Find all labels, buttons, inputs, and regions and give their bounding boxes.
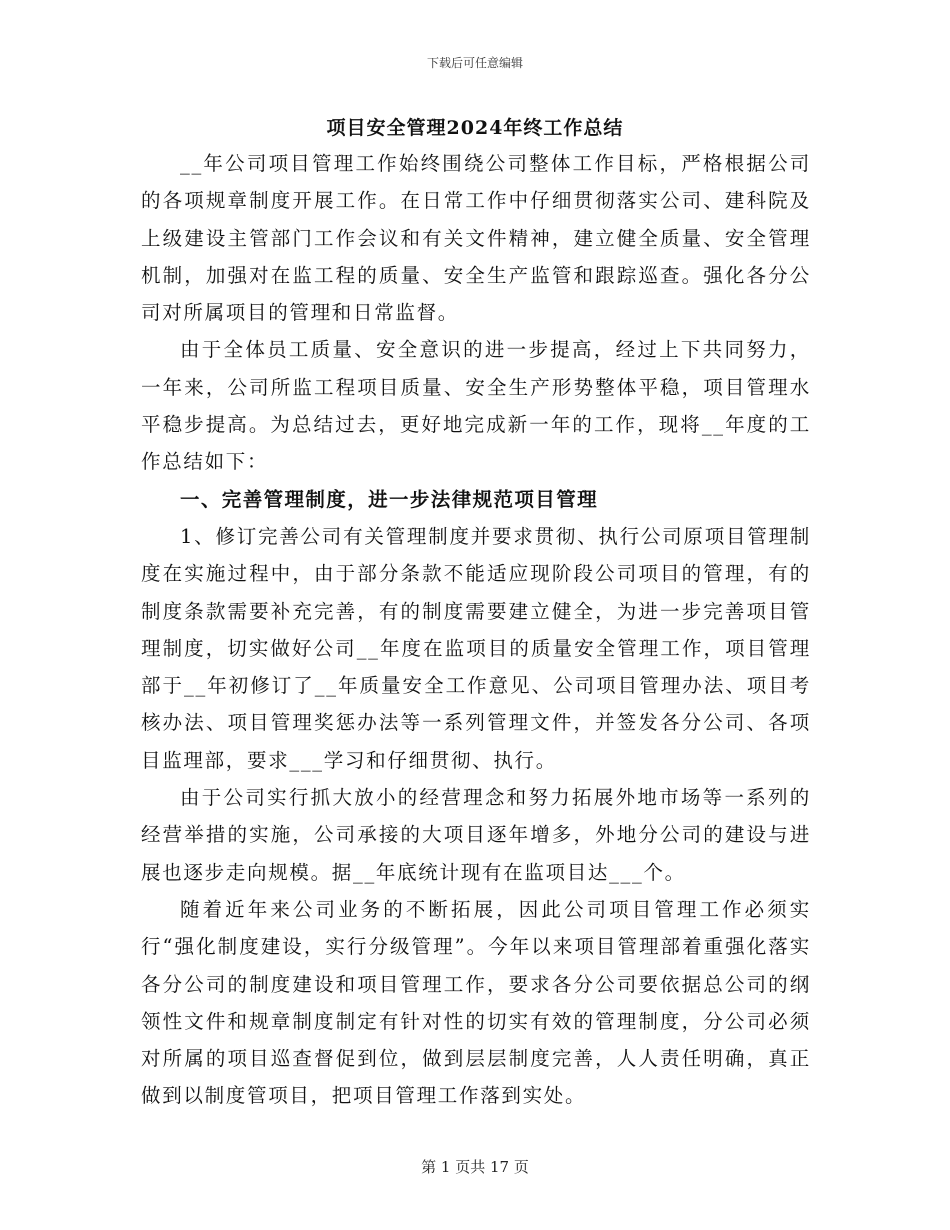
section-paragraph: 由于公司实行抓大放小的经营理念和努力拓展外地市场等一系列的经营举措的实施，公司承接的大项目逐年增多，外地分公司的建设与进展也逐步走向规模。据__年底统计现有在监项目达___个。 (141, 786, 811, 884)
body-paragraph: 由于全体员工质量、安全意识的进一步提高，经过上下共同努力，一年来，公司所监工程项目质量、安全生产形势整体平稳，项目管理水平稳步提高。为总结过去，更好地完成新一年的工作，现将__年度的工作总结如下： (141, 338, 811, 474)
page-number: 第 1 页共 17 页 (421, 1158, 529, 1176)
section-paragraph: 1、修订完善公司有关管理制度并要求贯彻、执行公司原项目管理制度在实施过程中，由于部分条款不能适应现阶段公司项目的管理，有的制度条款需要补充完善，有的制度需要建立健全，为进一步完善项目管理制度，切实做好公司__年度在监项目的质量安全管理工作，项目管理部于__年初修订了__年质量安全工作意见、公司项目管理办法、项目考核办法、项目管理奖惩办法等一系列管理文件，并签发各分公司、各项目监理部，要求___学习和仔细贯彻、执行。 (141, 524, 811, 772)
section-paragraph: 随着近年来公司业务的不断拓展，因此公司项目管理工作必须实行“强化制度建设，实行分级管理”。今年以来项目管理部着重强化落实各分公司的制度建设和项目管理工作，要求各分公司要依据总公司的纲领性文件和规章制度制定有针对性的切实有效的管理制度，分公司必须对所属的项目巡查督促到位，做到层层制度完善，人人责任明确，真正做到以制度管项目，把项目管理工作落到实处。 (141, 897, 811, 1108)
body-paragraph: __年公司项目管理工作始终围绕公司整体工作目标，严格根据公司的各项规章制度开展工作。在日常工作中仔细贯彻落实公司、建科院及上级建设主管部门工作会议和有关文件精神，建立健全质量、安全管理机制，加强对在监工程的质量、安全生产监管和跟踪巡查。强化各分公司对所属项目的管理和日常监督。 (141, 152, 811, 325)
section-heading: 一、完善管理制度，进一步法律规范项目管理 (180, 487, 599, 511)
document-body (141, 145, 811, 1115)
document-title: 项目安全管理2024年终工作总结 (326, 117, 624, 139)
header-note: 下载后可任意编辑 (426, 56, 523, 70)
